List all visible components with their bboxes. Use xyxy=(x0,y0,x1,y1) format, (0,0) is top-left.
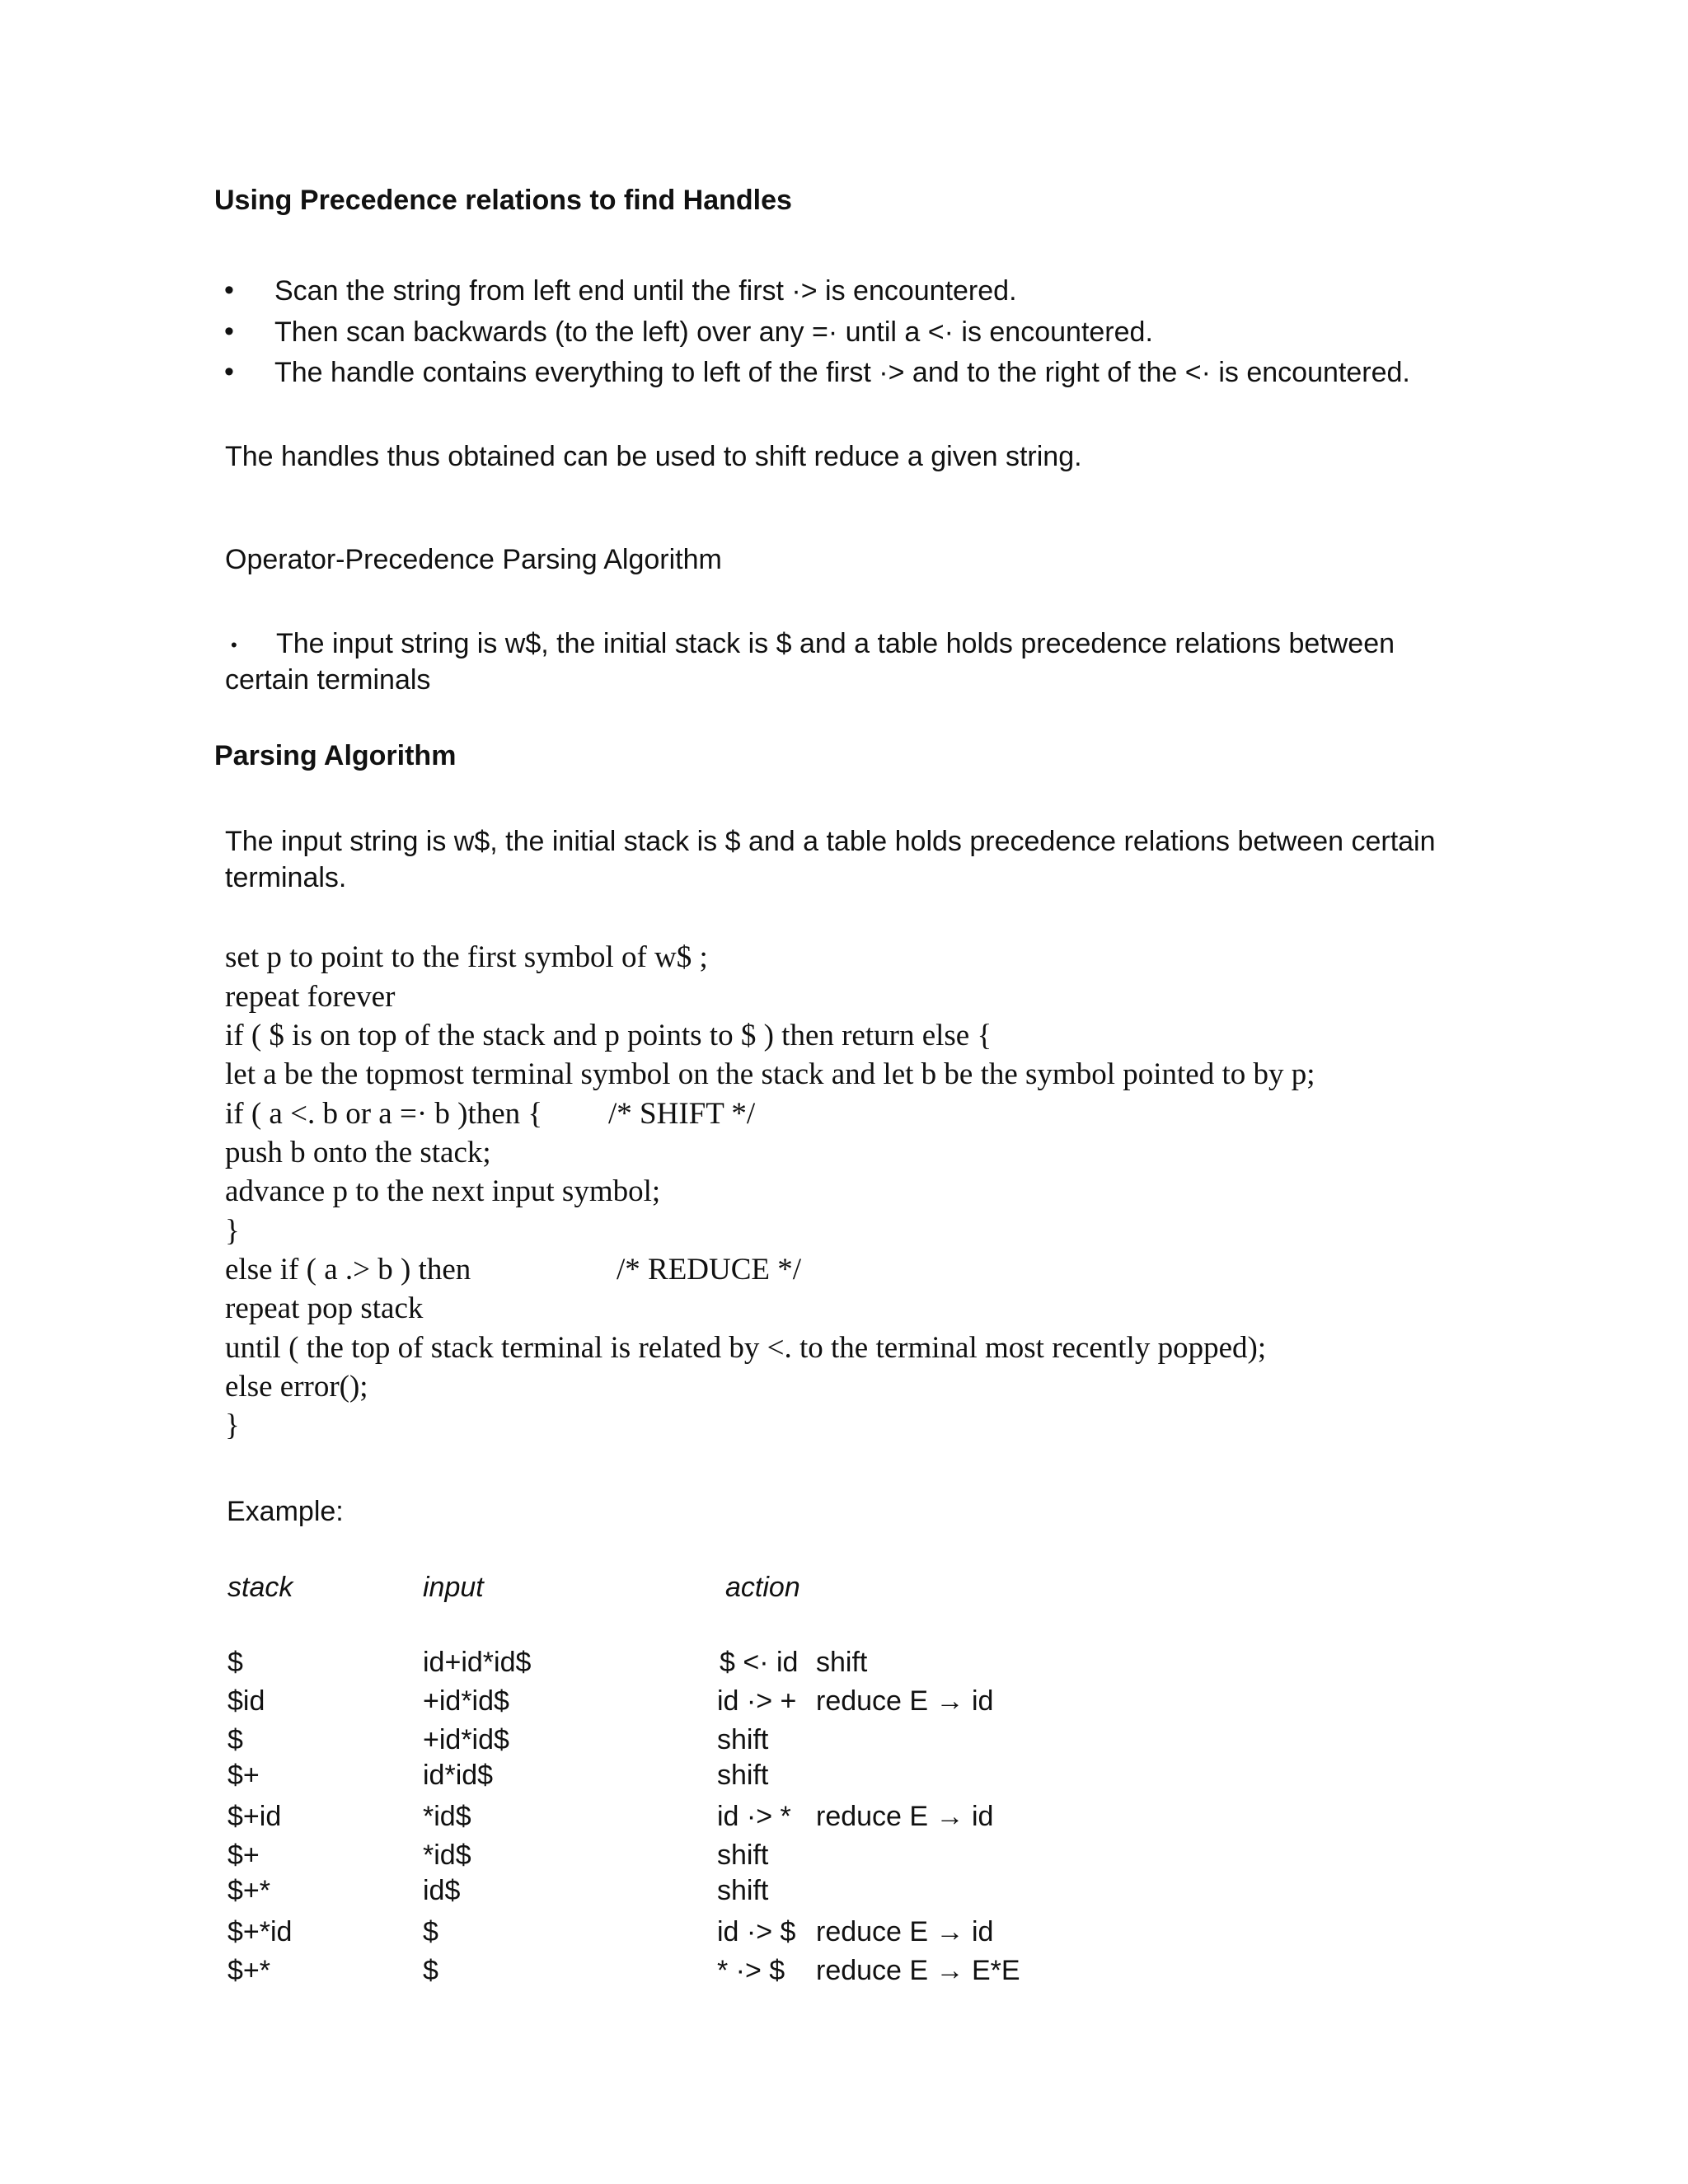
code-line: else if ( a .> b ) then xyxy=(225,1253,471,1286)
handles-note: The handles thus obtained can be used to shift reduce a given string. xyxy=(225,441,1082,472)
heading-parsing-algorithm: Parsing Algorithm xyxy=(214,740,457,771)
table-cell-input: id$ xyxy=(423,1875,461,1906)
table-cell-relation: * ·> $ xyxy=(717,1955,785,1986)
bullet-dot: • xyxy=(224,316,234,347)
example-label: Example: xyxy=(227,1496,344,1527)
heading-handles: Using Precedence relations to find Handles xyxy=(214,185,792,216)
table-cell-stack: $+ xyxy=(227,1760,260,1791)
table-cell-action: reduce E → E*E xyxy=(816,1955,1020,1986)
table-cell-relation: $ <· id xyxy=(720,1647,799,1678)
table-cell-relation: shift xyxy=(717,1760,769,1791)
table-cell-stack: $id xyxy=(227,1685,265,1717)
bullet-dot: • xyxy=(231,635,237,655)
code-line: repeat pop stack xyxy=(225,1291,424,1325)
comment-reduce: /* REDUCE */ xyxy=(617,1253,802,1286)
code-line: } xyxy=(225,1214,240,1248)
table-cell-stack: $ xyxy=(227,1724,243,1755)
parse-intro-line1: The input string is w$, the initial stack is $ and a table holds precedence relations between certain xyxy=(225,826,1436,857)
table-cell-relation: id ·> + xyxy=(717,1685,797,1717)
code-line: } xyxy=(225,1408,240,1442)
table-cell-action: reduce E → id xyxy=(816,1801,994,1832)
bullet-handle-contains: The handle contains everything to left of the first ·> and to the right of the <· is encountered. xyxy=(274,357,1410,388)
op-prec-bullet-line2: certain terminals xyxy=(225,664,431,696)
table-cell-input: id*id$ xyxy=(423,1760,494,1791)
table-cell-input: *id$ xyxy=(423,1801,471,1832)
code-line: advance p to the next input symbol; xyxy=(225,1174,661,1208)
table-cell-relation: shift xyxy=(717,1875,769,1906)
table-cell-input: $ xyxy=(423,1916,438,1947)
table-cell-relation: shift xyxy=(717,1840,769,1871)
code-line: if ( $ is on top of the stack and p points to $ ) then return else { xyxy=(225,1019,992,1052)
table-cell-relation: id ·> $ xyxy=(717,1916,796,1947)
table-cell-stack: $+* xyxy=(227,1955,270,1986)
code-line: until ( the top of stack terminal is related by <. to the terminal most recently popped); xyxy=(225,1331,1267,1365)
table-cell-stack: $+id xyxy=(227,1801,282,1832)
table-header-input: input xyxy=(423,1572,484,1603)
table-cell-stack: $+* xyxy=(227,1875,270,1906)
table-cell-input: +id*id$ xyxy=(423,1685,509,1717)
table-cell-stack: $ xyxy=(227,1647,243,1678)
code-line: else error(); xyxy=(225,1370,368,1404)
code-line: push b onto the stack; xyxy=(225,1136,491,1169)
table-cell-input: $ xyxy=(423,1955,438,1986)
table-cell-action: reduce E → id xyxy=(816,1916,994,1947)
table-header-stack: stack xyxy=(227,1572,293,1603)
code-line: if ( a <. b or a =· b )then { xyxy=(225,1097,543,1131)
table-cell-stack: $+*id xyxy=(227,1916,293,1947)
bullet-scan-back: Then scan backwards (to the left) over any =· until a <· is encountered. xyxy=(274,316,1153,348)
op-prec-title: Operator-Precedence Parsing Algorithm xyxy=(225,544,722,575)
table-cell-input: +id*id$ xyxy=(423,1724,509,1755)
table-cell-relation: id ·> * xyxy=(717,1801,791,1832)
bullet-dot: • xyxy=(224,356,234,387)
comment-shift: /* SHIFT */ xyxy=(608,1097,756,1131)
parse-intro-line2: terminals. xyxy=(225,862,347,893)
table-cell-stack: $+ xyxy=(227,1840,260,1871)
table-cell-action: shift xyxy=(816,1647,868,1678)
table-cell-input: *id$ xyxy=(423,1840,471,1871)
table-cell-action: reduce E → id xyxy=(816,1685,994,1717)
table-header-action: action xyxy=(725,1572,800,1603)
table-cell-relation: shift xyxy=(717,1724,769,1755)
op-prec-bullet-line1: The input string is w$, the initial stack is $ and a table holds precedence relations between xyxy=(276,628,1395,659)
bullet-dot: • xyxy=(224,274,234,306)
table-cell-input: id+id*id$ xyxy=(423,1647,532,1678)
code-line: set p to point to the first symbol of w$ ; xyxy=(225,940,708,974)
code-line: repeat forever xyxy=(225,980,396,1014)
bullet-scan-left: Scan the string from left end until the first ·> is encountered. xyxy=(274,275,1017,307)
code-line: let a be the topmost terminal symbol on the stack and let b be the symbol pointed to by p; xyxy=(225,1057,1315,1091)
